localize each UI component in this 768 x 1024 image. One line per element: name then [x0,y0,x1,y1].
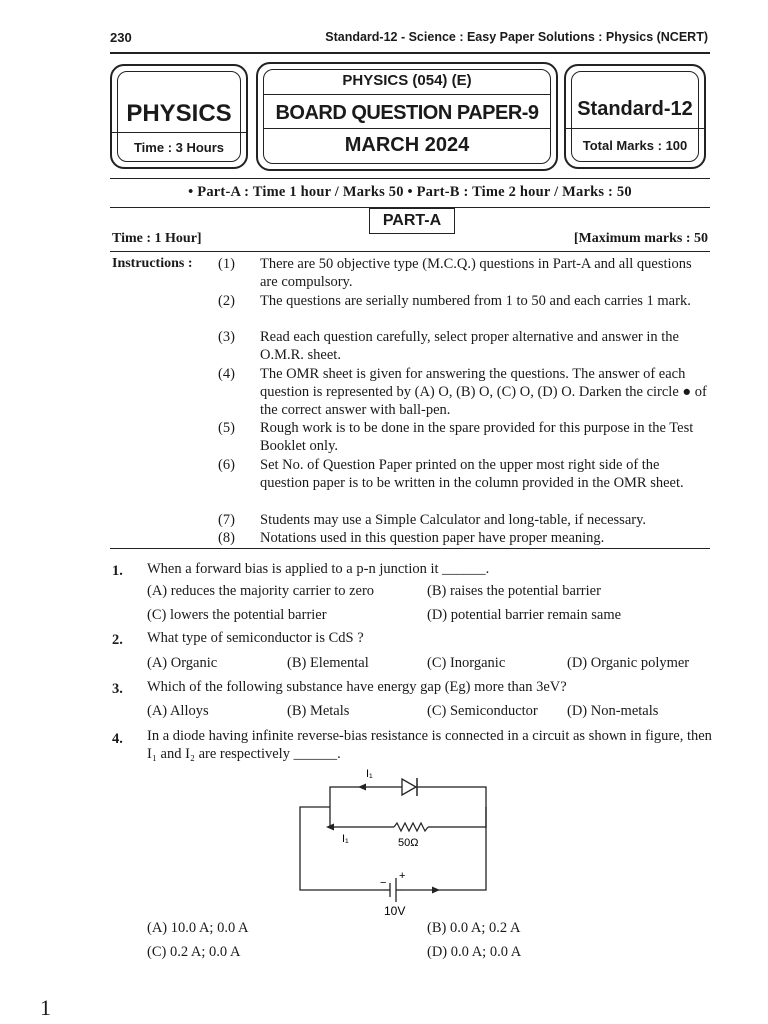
circuit-diagram [290,765,500,920]
option-d: (D) Non-metals [567,703,659,719]
current-arrow-icon [358,784,366,791]
banner-right-box [564,64,706,169]
banner-standard: Standard-12 [577,98,693,120]
option-a: (A) Alloys [147,703,209,719]
banner-physics-title: PHYSICS [126,100,232,127]
battery-minus-label: − [380,877,387,889]
current-arrow-icon [432,887,440,894]
option-b: (B) Metals [287,703,350,719]
part-a-label: PART-A [369,208,455,234]
top-current-label: I₁ [366,768,373,780]
time-label: Time : 1 Hour] [112,231,202,246]
option-b: (B) raises the potential barrier [427,583,601,599]
resistor-label: 50Ω [398,837,419,849]
parts-time-marks: • Part-A : Time 1 hour / Marks 50 • Part-B : Time 2 hour / Marks : 50 [110,178,710,208]
option-c: (C) Semiconductor [427,703,538,719]
option-c: (C) Inorganic [427,655,506,671]
page-number: 230 [110,30,132,45]
option-b: (B) Elemental [287,655,369,671]
question-number: 3. [112,681,123,697]
banner-total-marks: Total Marks : 100 [582,138,688,153]
instructions-rule [110,251,710,252]
option-b: (B) 0.0 A; 0.2 A [427,920,521,936]
question-text: Which of the following substance have energy gap (Eg) more than 3eV? [147,679,567,695]
question-number: 4. [112,731,123,747]
option-c: (C) 0.2 A; 0.0 A [147,944,241,960]
questions-rule [110,548,710,549]
banner-paper-title: BOARD QUESTION PAPER-9 [275,102,539,124]
banner-left-box [110,64,248,169]
max-marks-label: [Maximum marks : 50 [573,231,708,246]
question-text: What type of semiconductor is CdS ? [147,630,364,646]
banner-subject-code: PHYSICS (054) (E) [342,72,472,89]
option-a: (A) Organic [147,655,218,671]
banner-center-box [256,62,558,171]
option-d: (D) Organic polymer [567,655,690,671]
option-a: (A) reduces the majority carrier to zero [147,583,375,599]
banner-time: Time : 3 Hours [133,140,225,155]
footer-page-mark: 1 [40,995,51,1020]
question-number: 1. [112,563,123,579]
question-number: 2. [112,632,123,648]
option-d: (D) potential barrier remain same [427,607,622,623]
running-title: Standard-12 - Science : Easy Paper Solutions : Physics (NCERT) [325,30,708,44]
battery-voltage-label: 10V [384,904,406,918]
option-c: (C) lowers the potential barrier [147,607,327,623]
banner-left-divider [110,132,248,133]
banner-date: MARCH 2024 [344,134,470,156]
battery-plus-label: + [399,870,406,882]
question-text: When a forward bias is applied to a p-n junction it ______. [147,561,490,577]
instructions-label: Instructions : [112,256,193,271]
question-text: In a diode having infinite reverse-bias resistance is connected in a circuit as shown in figure, then I₁ and I₂ are respectively ______. [147,728,712,762]
header-rule [110,52,710,54]
bottom-current-label: I₁ [342,833,349,845]
option-a: (A) 10.0 A; 0.0 A [147,920,249,936]
option-d: (D) 0.0 A; 0.0 A [427,944,522,960]
